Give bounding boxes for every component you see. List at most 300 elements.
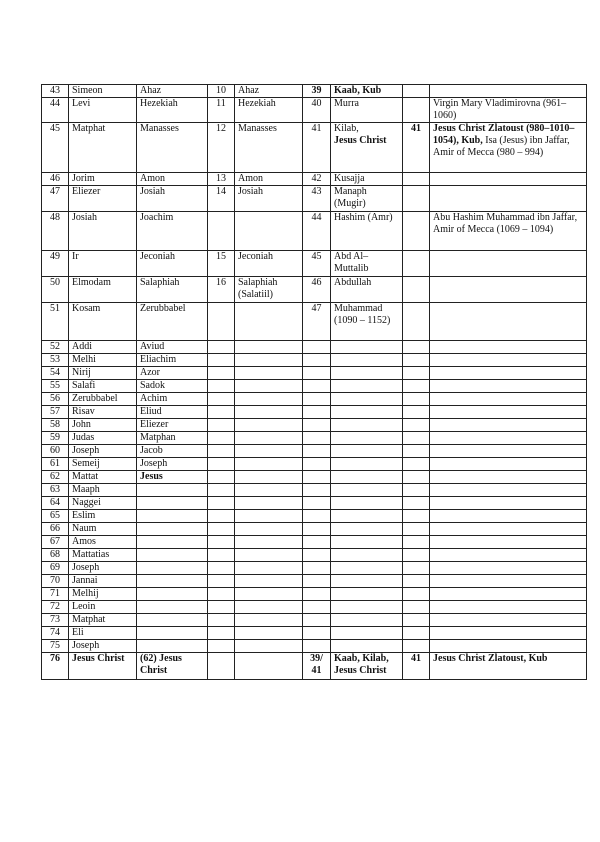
empty-cell [430, 536, 587, 549]
table-row [42, 251, 587, 277]
empty-cell [303, 588, 331, 601]
empty-cell [303, 484, 331, 497]
empty-cell [430, 471, 587, 484]
name-cell: Josiah [69, 212, 137, 251]
name-cell [137, 497, 208, 510]
name-cell: Abu Hashim Muhammad ibn Jaffar, Amir of Mecca (1069 – 1094) [430, 212, 587, 251]
generation-number: 11 [208, 98, 235, 123]
name-cell: Eliud [137, 406, 208, 419]
name-cell: Judas [69, 432, 137, 445]
name-cell: Amon [235, 173, 303, 186]
name-cell [137, 588, 208, 601]
empty-cell [430, 510, 587, 523]
empty-cell [331, 510, 403, 523]
name-cell: Jeconiah [235, 251, 303, 277]
name-cell: Manasses [137, 123, 208, 173]
empty-cell [430, 419, 587, 432]
table-row [42, 653, 587, 680]
generation-number: 13 [208, 173, 235, 186]
row-number: 76 [42, 653, 69, 680]
name-cell: Ahaz [235, 85, 303, 98]
name-cell [430, 123, 587, 173]
empty-cell [403, 575, 430, 588]
empty-cell [430, 458, 587, 471]
row-number: 56 [42, 393, 69, 406]
empty-cell [430, 601, 587, 614]
empty-cell [430, 432, 587, 445]
empty-cell [303, 601, 331, 614]
generation-number [208, 303, 235, 341]
generation-number [208, 212, 235, 251]
row-number: 65 [42, 510, 69, 523]
empty-cell [331, 601, 403, 614]
empty-cell [403, 393, 430, 406]
empty-cell [331, 354, 403, 367]
name-cell: Joseph [137, 458, 208, 471]
row-number: 62 [42, 471, 69, 484]
name-cell: Abd Al–Muttalib [331, 251, 403, 277]
name-cell: Risav [69, 406, 137, 419]
name-cell: Jesus [137, 471, 208, 484]
empty-cell [403, 614, 430, 627]
empty-cell [430, 575, 587, 588]
empty-cell [403, 562, 430, 575]
empty-cell [331, 614, 403, 627]
empty-cell [235, 432, 303, 445]
empty-cell [235, 393, 303, 406]
name-cell: Salafi [69, 380, 137, 393]
table-row [42, 640, 587, 653]
empty-cell [303, 523, 331, 536]
name-cell: Abdullah [331, 277, 403, 303]
row-number: 53 [42, 354, 69, 367]
name-cell [137, 484, 208, 497]
empty-cell [303, 549, 331, 562]
generation-number: 16 [208, 277, 235, 303]
empty-cell [403, 549, 430, 562]
empty-cell [430, 549, 587, 562]
empty-cell [403, 497, 430, 510]
name-cell: Jesus Christ Zlatoust, Kub [430, 653, 587, 680]
row-number: 59 [42, 432, 69, 445]
table-row [42, 432, 587, 445]
row-number: 69 [42, 562, 69, 575]
generation-number [403, 303, 430, 341]
name-cell: Josiah [137, 186, 208, 212]
name-cell: Muhammad (1090 – 1152) [331, 303, 403, 341]
row-number: 72 [42, 601, 69, 614]
empty-cell [235, 471, 303, 484]
name-cell: Hashim (Amr) [331, 212, 403, 251]
table-row [42, 588, 587, 601]
empty-cell [303, 640, 331, 653]
generation-number: 41 [403, 653, 430, 680]
empty-cell [235, 575, 303, 588]
empty-cell [430, 393, 587, 406]
name-cell: Kaab, Kilab, Jesus Christ [331, 653, 403, 680]
empty-cell [331, 523, 403, 536]
empty-cell [208, 640, 235, 653]
empty-cell [235, 419, 303, 432]
name-cell: Manaph (Mugir) [331, 186, 403, 212]
name-cell: Eslim [69, 510, 137, 523]
row-number: 63 [42, 484, 69, 497]
empty-cell [303, 562, 331, 575]
empty-cell [331, 341, 403, 354]
empty-cell [208, 484, 235, 497]
empty-cell [303, 406, 331, 419]
name-cell: Jeconiah [137, 251, 208, 277]
empty-cell [331, 640, 403, 653]
name-cell [235, 212, 303, 251]
row-number: 52 [42, 341, 69, 354]
row-number: 66 [42, 523, 69, 536]
empty-cell [430, 562, 587, 575]
name-cell: John [69, 419, 137, 432]
name-cell [235, 653, 303, 680]
empty-cell [303, 354, 331, 367]
empty-cell [331, 419, 403, 432]
row-number: 58 [42, 419, 69, 432]
empty-cell [208, 510, 235, 523]
empty-cell [430, 497, 587, 510]
empty-cell [303, 393, 331, 406]
name-cell: Azor [137, 367, 208, 380]
name-cell [137, 510, 208, 523]
empty-cell [303, 445, 331, 458]
table-row [42, 406, 587, 419]
empty-cell [403, 432, 430, 445]
empty-cell [331, 393, 403, 406]
name-cell [137, 640, 208, 653]
name-cell: Naggei [69, 497, 137, 510]
row-number: 50 [42, 277, 69, 303]
empty-cell [403, 471, 430, 484]
name-cell: Melhij [69, 588, 137, 601]
name-text-bold: Jesus Christ [334, 135, 387, 146]
empty-cell [303, 341, 331, 354]
name-cell [137, 601, 208, 614]
empty-cell [430, 614, 587, 627]
name-cell: Salaphiah (Salatiil) [235, 277, 303, 303]
empty-cell [235, 588, 303, 601]
empty-cell [403, 523, 430, 536]
empty-cell [235, 406, 303, 419]
name-cell: Elmodam [69, 277, 137, 303]
table-row [42, 367, 587, 380]
empty-cell [303, 536, 331, 549]
empty-cell [331, 406, 403, 419]
empty-cell [303, 380, 331, 393]
name-cell: Hezekiah [137, 98, 208, 123]
empty-cell [403, 510, 430, 523]
empty-cell [208, 393, 235, 406]
empty-cell [403, 601, 430, 614]
row-number: 57 [42, 406, 69, 419]
empty-cell [235, 458, 303, 471]
name-cell: Mattatias [69, 549, 137, 562]
empty-cell [331, 536, 403, 549]
table-row [42, 173, 587, 186]
row-number: 44 [42, 98, 69, 123]
empty-cell [303, 367, 331, 380]
name-cell [331, 123, 403, 173]
empty-cell [235, 341, 303, 354]
generation-number [208, 653, 235, 680]
empty-cell [430, 445, 587, 458]
name-cell: Matphan [137, 432, 208, 445]
table-row [42, 575, 587, 588]
generation-number [403, 212, 430, 251]
name-cell [137, 614, 208, 627]
genealogy-table [41, 84, 587, 680]
generation-number: 12 [208, 123, 235, 173]
row-number: 75 [42, 640, 69, 653]
row-number: 64 [42, 497, 69, 510]
table-row [42, 303, 587, 341]
name-cell: Hezekiah [235, 98, 303, 123]
empty-cell [403, 406, 430, 419]
name-cell: Addi [69, 341, 137, 354]
name-cell: Simeon [69, 85, 137, 98]
empty-cell [235, 614, 303, 627]
empty-cell [303, 575, 331, 588]
empty-cell [403, 484, 430, 497]
empty-cell [208, 354, 235, 367]
empty-cell [208, 575, 235, 588]
empty-cell [403, 341, 430, 354]
empty-cell [208, 432, 235, 445]
empty-cell [235, 601, 303, 614]
row-number: 51 [42, 303, 69, 341]
empty-cell [430, 523, 587, 536]
empty-cell [331, 497, 403, 510]
table-row [42, 627, 587, 640]
empty-cell [208, 627, 235, 640]
name-cell: Murra [331, 98, 403, 123]
generation-number: 39 [303, 85, 331, 98]
table-row [42, 601, 587, 614]
empty-cell [303, 497, 331, 510]
name-cell: Virgin Mary Vladimirovna (961–1060) [430, 98, 587, 123]
empty-cell [303, 419, 331, 432]
name-cell: Matphat [69, 614, 137, 627]
empty-cell [331, 445, 403, 458]
empty-cell [331, 367, 403, 380]
name-cell [430, 303, 587, 341]
name-cell: (62) Jesus Christ [137, 653, 208, 680]
name-cell: Mattat [69, 471, 137, 484]
name-cell [137, 575, 208, 588]
name-cell: Kusajja [331, 173, 403, 186]
empty-cell [208, 588, 235, 601]
empty-cell [331, 588, 403, 601]
empty-cell [303, 432, 331, 445]
row-number: 47 [42, 186, 69, 212]
empty-cell [303, 471, 331, 484]
table-row [42, 510, 587, 523]
empty-cell [430, 627, 587, 640]
name-cell: Eliezer [137, 419, 208, 432]
row-number: 49 [42, 251, 69, 277]
table-row [42, 549, 587, 562]
empty-cell [235, 627, 303, 640]
table-row [42, 497, 587, 510]
empty-cell [331, 575, 403, 588]
name-cell: Eliezer [69, 186, 137, 212]
row-number: 60 [42, 445, 69, 458]
empty-cell [208, 341, 235, 354]
empty-cell [403, 588, 430, 601]
table-row [42, 471, 587, 484]
generation-number [403, 85, 430, 98]
table-row [42, 85, 587, 98]
table-row [42, 212, 587, 251]
name-cell: Jesus Christ [69, 653, 137, 680]
name-cell: Leoin [69, 601, 137, 614]
name-cell: Joseph [69, 445, 137, 458]
row-number: 61 [42, 458, 69, 471]
name-cell: Naum [69, 523, 137, 536]
name-cell: Semeij [69, 458, 137, 471]
empty-cell [208, 549, 235, 562]
empty-cell [403, 380, 430, 393]
empty-cell [331, 549, 403, 562]
name-cell [137, 549, 208, 562]
empty-cell [403, 640, 430, 653]
empty-cell [208, 380, 235, 393]
table-row [42, 354, 587, 367]
name-cell: Kosam [69, 303, 137, 341]
empty-cell [331, 484, 403, 497]
name-cell: Kaab, Kub [331, 85, 403, 98]
name-cell: Jorim [69, 173, 137, 186]
empty-cell [235, 367, 303, 380]
empty-cell [430, 640, 587, 653]
name-text: Kilab, [334, 123, 359, 134]
empty-cell [208, 497, 235, 510]
row-number: 45 [42, 123, 69, 173]
empty-cell [208, 523, 235, 536]
empty-cell [331, 458, 403, 471]
empty-cell [403, 354, 430, 367]
row-number: 70 [42, 575, 69, 588]
row-number: 46 [42, 173, 69, 186]
table-row [42, 277, 587, 303]
empty-cell [403, 445, 430, 458]
empty-cell [331, 432, 403, 445]
empty-cell [235, 497, 303, 510]
empty-cell [235, 562, 303, 575]
generation-number: 40 [303, 98, 331, 123]
name-cell: Joseph [69, 562, 137, 575]
generation-number: 15 [208, 251, 235, 277]
name-cell [137, 536, 208, 549]
name-cell: Amon [137, 173, 208, 186]
name-cell [430, 85, 587, 98]
empty-cell [430, 367, 587, 380]
generation-number [403, 173, 430, 186]
empty-cell [430, 380, 587, 393]
name-cell [137, 562, 208, 575]
empty-cell [403, 367, 430, 380]
table-row [42, 458, 587, 471]
name-cell [430, 251, 587, 277]
generation-number: 41 [303, 123, 331, 173]
empty-cell [331, 627, 403, 640]
empty-cell [430, 354, 587, 367]
empty-cell [430, 588, 587, 601]
generation-number: 47 [303, 303, 331, 341]
name-cell: Joseph [69, 640, 137, 653]
generation-number: 43 [303, 186, 331, 212]
name-cell: Amos [69, 536, 137, 549]
generation-number [403, 251, 430, 277]
name-cell: Aviud [137, 341, 208, 354]
empty-cell [331, 562, 403, 575]
generation-number: 42 [303, 173, 331, 186]
table-row [42, 536, 587, 549]
table-row [42, 445, 587, 458]
name-cell [430, 186, 587, 212]
empty-cell [403, 627, 430, 640]
empty-cell [208, 367, 235, 380]
name-cell: Zerubbabel [69, 393, 137, 406]
row-number: 73 [42, 614, 69, 627]
name-cell: Eli [69, 627, 137, 640]
name-cell [235, 303, 303, 341]
empty-cell [303, 627, 331, 640]
table-row [42, 123, 587, 173]
empty-cell [331, 380, 403, 393]
empty-cell [403, 536, 430, 549]
table-row [42, 380, 587, 393]
name-cell [430, 173, 587, 186]
name-cell: Josiah [235, 186, 303, 212]
row-number: 74 [42, 627, 69, 640]
name-cell: Jannai [69, 575, 137, 588]
empty-cell [430, 484, 587, 497]
table-row [42, 484, 587, 497]
name-cell: Jacob [137, 445, 208, 458]
empty-cell [235, 445, 303, 458]
empty-cell [208, 562, 235, 575]
row-number: 43 [42, 85, 69, 98]
table-row [42, 393, 587, 406]
name-cell [137, 627, 208, 640]
generation-number: 44 [303, 212, 331, 251]
empty-cell [235, 354, 303, 367]
generation-number: 14 [208, 186, 235, 212]
row-number: 48 [42, 212, 69, 251]
table-row [42, 614, 587, 627]
empty-cell [303, 614, 331, 627]
name-cell: Zerubbabel [137, 303, 208, 341]
generation-number [403, 277, 430, 303]
name-cell: Ir [69, 251, 137, 277]
table-row [42, 419, 587, 432]
name-cell: Matphat [69, 123, 137, 173]
name-text-bold: Jesus Christ Zlatoust (980–1010–1054), Kub, [433, 123, 575, 146]
empty-cell [208, 601, 235, 614]
name-text: Isa (Jesus) ibn Jaffar, Amir of Mecca (980 – 994) [433, 135, 570, 158]
name-cell: Melhi [69, 354, 137, 367]
empty-cell [208, 458, 235, 471]
empty-cell [331, 471, 403, 484]
empty-cell [208, 419, 235, 432]
name-cell: Eliachim [137, 354, 208, 367]
row-number: 68 [42, 549, 69, 562]
